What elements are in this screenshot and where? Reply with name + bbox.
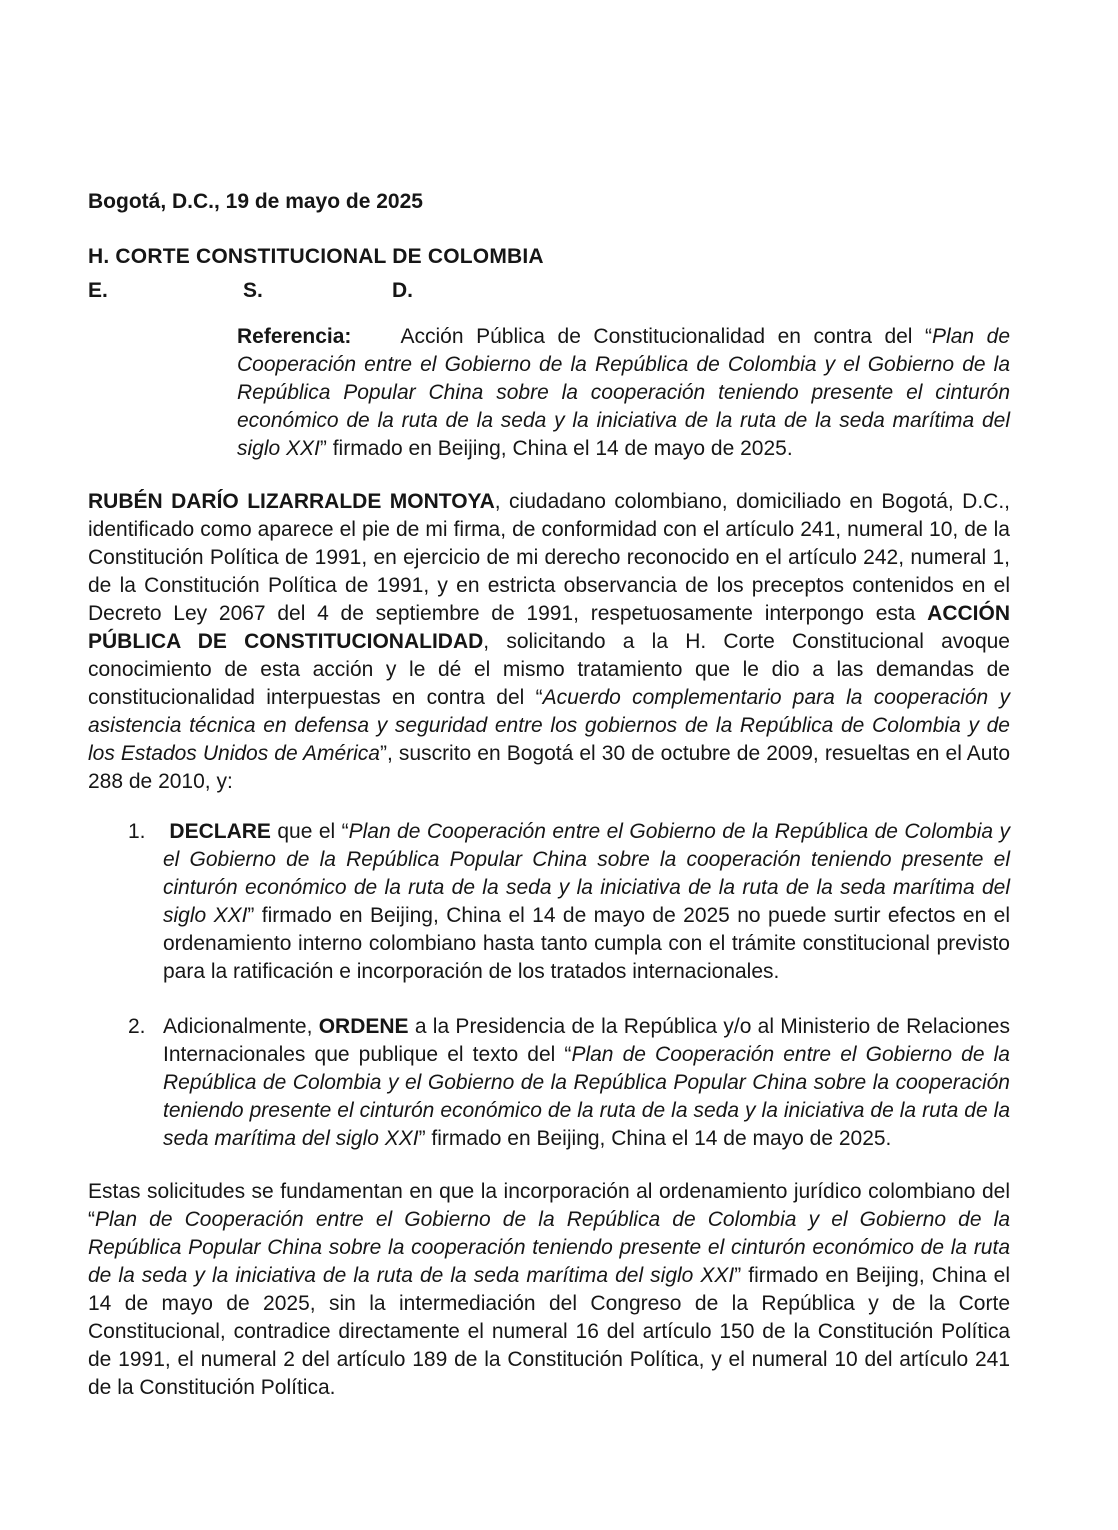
esd-e: E. bbox=[88, 279, 108, 302]
closing-paragraph: Estas solicitudes se fundamentan en que la incorporación al ordenamiento jurídico colombiano del “Plan de Cooperación entre el Gobierno de la República de Colombia y el Gobierno de la República Popular China sobre la cooperación teniendo presente el cinturón económico de la ruta de la seda y la iniciativa de la ruta de la seda marítima del siglo XXI” firmado en Beijing, China el 14 de mayo de 2025, sin la intermediación del Congreso de la República y de la Corte Constitucional, contradice directamente el numeral 16 del artículo 150 de la Constitución Política de 1991, el numeral 2 del artículo 189 de la Constitución Política, y el numeral 10 del artículo 241 de la Constitución Política. bbox=[88, 1180, 1010, 1399]
petition-item-2 bbox=[88, 1013, 1010, 1153]
petition-item-1 bbox=[88, 818, 1010, 986]
intro-paragraph: RUBÉN DARÍO LIZARRALDE MONTOYA, ciudadano colombiano, domiciliado en Bogotá, D.C., identificado como aparece el pie de mi firma, de conformidad con el artículo 241, numeral 10, de la Constitución Política de 1991, en ejercicio de mi derecho reconocido en el artículo 242, numeral 1, de la Constitución Política de 1991, y en estricta observancia de los preceptos contenidos en el Decreto Ley 2067 del 4 de septiembre de 1991, respetuosamente interpongo esta ACCIÓN PÚBLICA DE CONSTITUCIONALIDAD, solicitando a la H. Corte Constitucional avoque conocimiento de esta acción y le dé el mismo tratamiento que le dio a las demandas de constitucionalidad interpuestas en contra del “Acuerdo complementario para la cooperación y asistencia técnica en defensa y seguridad entre los gobiernos de la República de Colombia y de los Estados Unidos de América”, suscrito en Bogotá el 30 de octubre de 2009, resueltas en el Auto 288 de 2010, y: bbox=[88, 490, 1010, 793]
petition-number: 1. bbox=[128, 820, 146, 843]
esd-salutation-line bbox=[88, 277, 1010, 305]
esd-d: D. bbox=[392, 279, 413, 302]
petition-text: DECLARE que el “Plan de Cooperación entre el Gobierno de la República de Colombia y el Gobierno de la República Popular China sobre la cooperación teniendo presente el cinturón económico de la ruta de la seda y la iniciativa de la ruta de la seda marítima del siglo XXI” firmado en Beijing, China el 14 de mayo de 2025 no puede surtir efectos en el ordenamiento interno colombiano hasta tanto cumpla con el trámite constitucional previsto para la ratificación e incorporación de los tratados internacionales. bbox=[163, 820, 1010, 983]
date-line: Bogotá, D.C., 19 de mayo de 2025 bbox=[88, 190, 423, 213]
esd-s: S. bbox=[243, 279, 263, 302]
court-name-line: H. CORTE CONSTITUCIONAL DE COLOMBIA bbox=[88, 245, 544, 268]
reference-paragraph: Referencia: Acción Pública de Constitucionalidad en contra del “Plan de Cooperación entre el Gobierno de la República de Colombia y el Gobierno de la República Popular China sobre la cooperación teniendo presente el cinturón económico de la ruta de la seda y la iniciativa de la ruta de la seda marítima del siglo XXI” firmado en Beijing, China el 14 de mayo de 2025. bbox=[237, 325, 1010, 460]
petitions-list bbox=[88, 818, 1010, 1153]
petition-number: 2. bbox=[128, 1015, 146, 1038]
petition-text: Adicionalmente, ORDENE a la Presidencia de la República y/o al Ministerio de Relaciones Internacionales que publique el texto del “Plan de Cooperación entre el Gobierno de la República de Colombia y el Gobierno de la República Popular China sobre la cooperación teniendo presente el cinturón económico de la ruta de la seda y la iniciativa de la ruta de la seda marítima del siglo XXI” firmado en Beijing, China el 14 de mayo de 2025. bbox=[163, 1015, 1010, 1150]
